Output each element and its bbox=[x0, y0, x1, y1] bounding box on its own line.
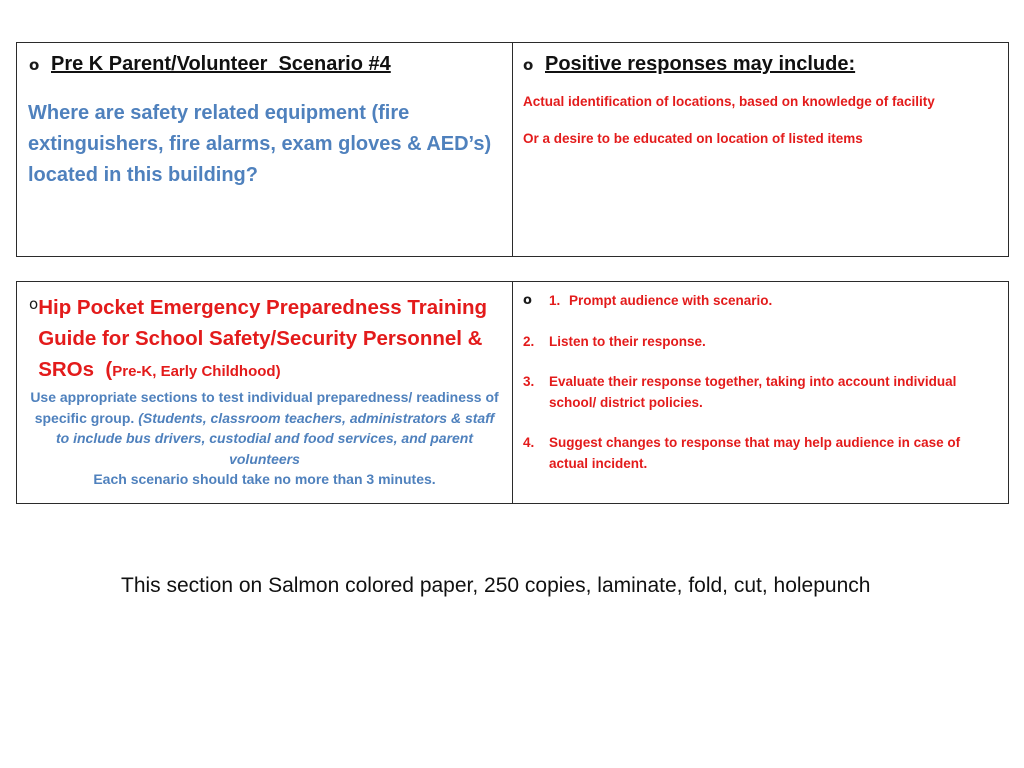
steps-cell bbox=[513, 282, 1009, 504]
responses-heading bbox=[523, 53, 1008, 76]
step-text: Listen to their response. bbox=[549, 333, 706, 349]
list-item bbox=[523, 372, 1008, 413]
responses-title: Positive responses may include: bbox=[545, 53, 856, 75]
printing-note: This section on Salmon colored paper, 250 copies, laminate, fold, cut, holepunch bbox=[121, 574, 871, 597]
list-item bbox=[523, 433, 1008, 474]
responses-cell bbox=[513, 43, 1009, 257]
guide-instruction-text: Use appropriate sections to test individual preparedness/ readiness of specific group. bbox=[30, 389, 499, 426]
bullet-icon: o bbox=[523, 55, 534, 74]
steps-list bbox=[523, 291, 1008, 474]
list-item bbox=[523, 332, 1008, 353]
bullet-icon: o bbox=[29, 55, 40, 74]
list-item bbox=[523, 291, 1008, 312]
guide-time-limit: Each scenario should take no more than 3 minutes. bbox=[93, 471, 436, 487]
step-text: Evaluate their response together, taking into account individual school/ district policies. bbox=[549, 374, 957, 410]
guide-heading bbox=[29, 292, 498, 387]
bullet-icon: o bbox=[523, 293, 532, 308]
guide-cell bbox=[17, 282, 513, 504]
scenario-heading bbox=[29, 53, 512, 76]
guide-table bbox=[16, 281, 1009, 504]
guide-audience-list: (Students, classroom teachers, administrators & staff to include bus drivers, custodial and food services, and parent volunteers bbox=[56, 409, 495, 467]
scenario-cell bbox=[17, 43, 513, 257]
guide-title bbox=[38, 292, 498, 387]
scenario-table bbox=[16, 42, 1009, 257]
step-number: 2. bbox=[523, 333, 535, 349]
step-number: 1. bbox=[549, 293, 561, 308]
step-number: 3. bbox=[523, 374, 535, 389]
guide-title-audience: Pre-K, Early Childhood) bbox=[112, 363, 281, 380]
bullet-icon: o bbox=[29, 295, 39, 313]
response-line-1: Actual identification of locations, based on knowledge of facility bbox=[523, 94, 935, 109]
response-line-2: Or a desire to be educated on location of listed items bbox=[523, 131, 863, 146]
guide-title-main: Hip Pocket Emergency Preparedness Training Guide for School Safety/Security Personnel & SROs ( bbox=[38, 296, 493, 381]
step-text: Suggest changes to response that may help audience in case of actual incident. bbox=[549, 435, 961, 471]
guide-instructions bbox=[29, 387, 500, 490]
scenario-title: Pre K Parent/Volunteer Scenario #4 bbox=[51, 53, 391, 75]
step-text: Prompt audience with scenario. bbox=[569, 293, 773, 308]
step-number: 4. bbox=[523, 435, 535, 450]
scenario-question: Where are safety related equipment (fire extinguishers, fire alarms, exam gloves & AED’s) located in this building? bbox=[28, 102, 492, 186]
